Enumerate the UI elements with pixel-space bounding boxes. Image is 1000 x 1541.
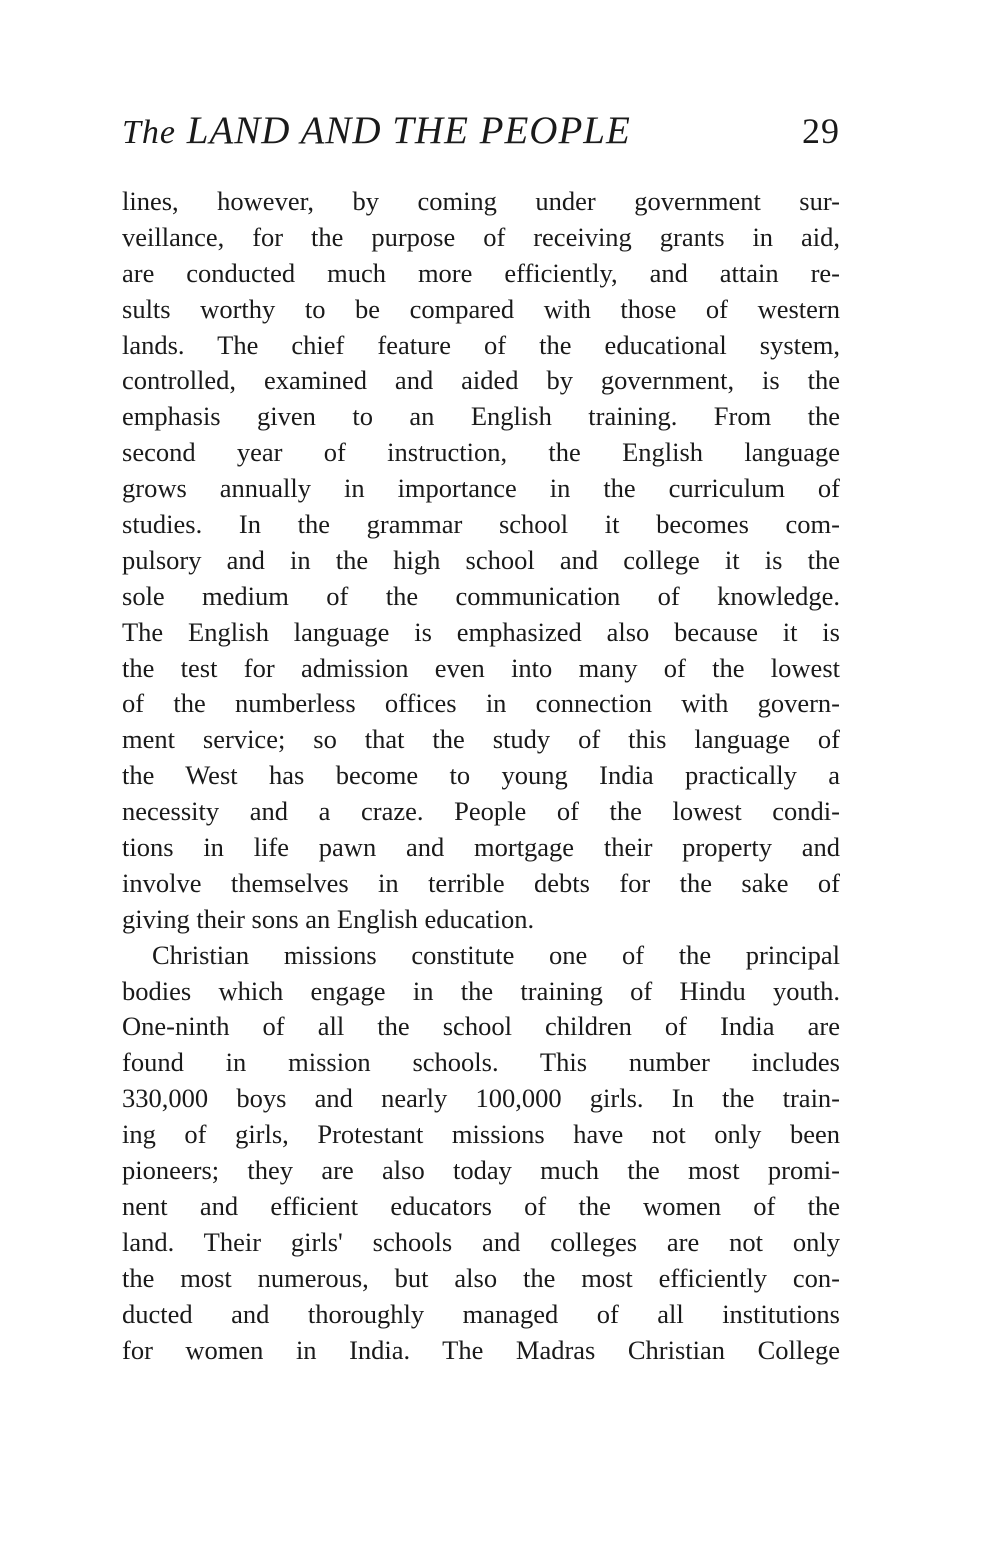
text-line: the West has become to young India practically a bbox=[122, 760, 840, 791]
text-line: bodies which engage in the training of Hindu youth. bbox=[122, 975, 840, 1006]
text-line: necessity and a craze. People of the lowest condi- bbox=[122, 796, 840, 827]
text-line: One-ninth of all the school children of India are bbox=[122, 1011, 840, 1042]
text-line: studies. In the grammar school it becomes com- bbox=[122, 509, 840, 540]
text-line: pulsory and in the high school and college it is the bbox=[122, 544, 840, 575]
text-line: of the numberless offices in connection with govern- bbox=[122, 688, 840, 719]
running-head-title: LAND AND THE PEOPLE bbox=[186, 109, 631, 152]
running-head-the: The bbox=[122, 114, 176, 151]
text-line: nent and efficient educators of the women of the bbox=[122, 1190, 840, 1221]
text-line: Christian missions constitute one of the principal bbox=[152, 939, 840, 970]
text-line: ment service; so that the study of this language of bbox=[122, 724, 840, 755]
text-line: ing of girls, Protestant missions have not only been bbox=[122, 1119, 840, 1150]
page-number: 29 bbox=[802, 111, 840, 151]
text-line: The English language is emphasized also because it is bbox=[122, 616, 840, 647]
body-text bbox=[122, 184, 840, 1368]
text-line: for women in India. The Madras Christian College bbox=[122, 1334, 840, 1365]
text-line: tions in life pawn and mortgage their property and bbox=[122, 832, 840, 863]
text-line: grows annually in importance in the curriculum of bbox=[122, 473, 840, 504]
text-line: lands. The chief feature of the educational system, bbox=[122, 329, 840, 360]
paragraph-1 bbox=[122, 184, 840, 938]
text-line: giving their sons an English education. bbox=[122, 903, 535, 934]
text-line: found in mission schools. This number includes bbox=[122, 1047, 840, 1078]
text-line: ducted and thoroughly managed of all institutions bbox=[122, 1298, 840, 1329]
text-line: emphasis given to an English training. From the bbox=[122, 401, 840, 432]
text-line: sole medium of the communication of knowledge. bbox=[122, 580, 840, 611]
text-line: lines, however, by coming under government sur- bbox=[122, 186, 840, 216]
text-line: are conducted much more efficiently, and attain re- bbox=[122, 257, 840, 288]
text-line: land. Their girls' schools and colleges are not only bbox=[122, 1226, 840, 1257]
running-head bbox=[122, 106, 840, 156]
paragraph-2 bbox=[122, 938, 840, 1369]
text-line: second year of instruction, the English language bbox=[122, 437, 840, 468]
text-line: the test for admission even into many of the lowest bbox=[122, 652, 840, 683]
text-line: involve themselves in terrible debts for the sake of bbox=[122, 867, 840, 898]
text-line: the most numerous, but also the most efficiently con- bbox=[122, 1262, 840, 1293]
text-line: controlled, examined and aided by government, is the bbox=[122, 365, 840, 396]
text-line: sults worthy to be compared with those of western bbox=[122, 293, 840, 324]
text-line: veillance, for the purpose of receiving grants in aid, bbox=[122, 221, 840, 252]
text-line: 330,000 boys and nearly 100,000 girls. In the train- bbox=[122, 1083, 840, 1114]
text-line: pioneers; they are also today much the most promi- bbox=[122, 1155, 840, 1186]
